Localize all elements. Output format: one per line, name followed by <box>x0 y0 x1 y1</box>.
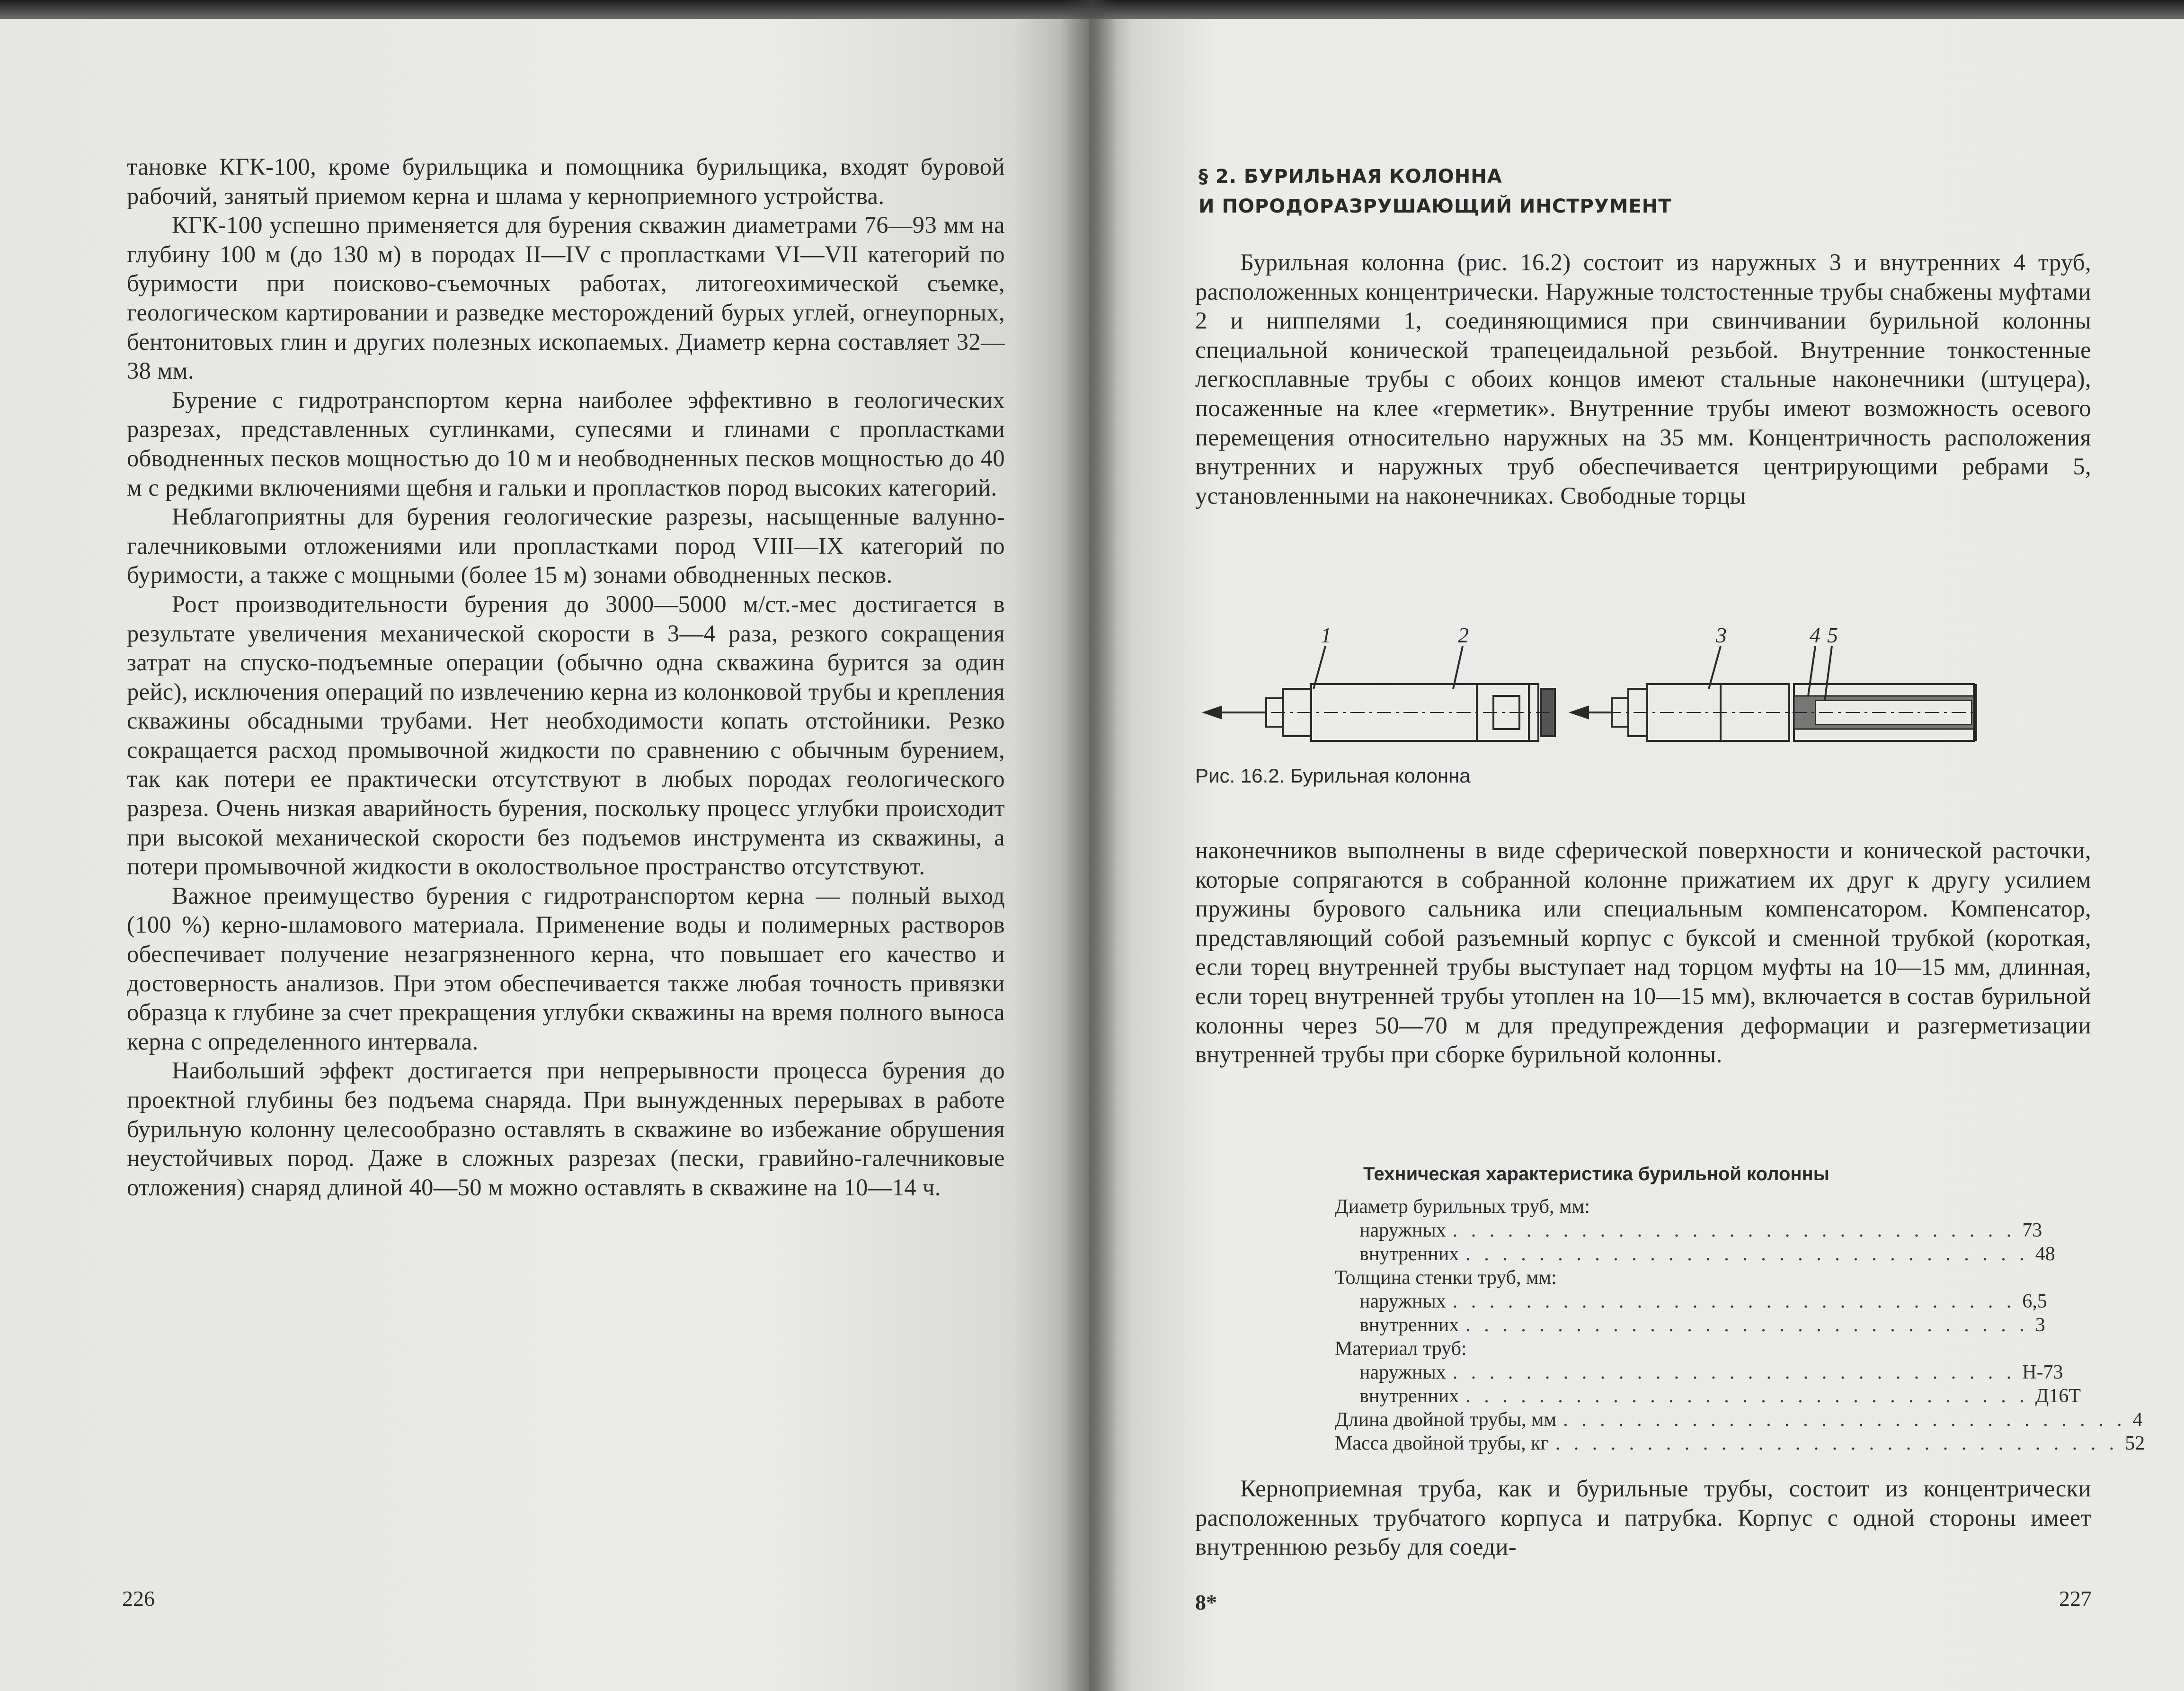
leader-dots: . . . . . . . . . . . . . . . . . . . . . . . . . . . . . . . <box>1563 1409 2126 1431</box>
leader-dots: . . . . . . . . . . . . . . . . . . . . . . . . . . . . . . . <box>1465 1314 2029 1336</box>
spec-label: Масса двойной трубы, кг <box>1335 1433 1549 1454</box>
spec-row <box>1335 1313 2045 1337</box>
spec-label: Материал труб: <box>1335 1338 1467 1360</box>
section-heading-line: § 2. БУРИЛЬНАЯ КОЛОННА <box>1199 166 1502 187</box>
book-gutter-shadow <box>1060 0 1117 1691</box>
spec-row <box>1335 1290 2047 1313</box>
spec-label: Длина двойной трубы, мм <box>1335 1409 1557 1431</box>
spec-value: Н-73 <box>2022 1362 2063 1383</box>
left-page-text <box>127 152 1005 1202</box>
figure-label: 5 <box>1827 623 1838 647</box>
spec-label: Диаметр бурильных труб, мм: <box>1335 1196 1590 1218</box>
spec-label: внутренних <box>1359 1314 1459 1336</box>
spec-label: наружных <box>1359 1362 1446 1383</box>
spec-table-title: Техническая характеристика бурильной колонны <box>1363 1164 1829 1184</box>
paragraph: Бурение с гидротранспортом керна наиболее эффективно в геологических разрезах, представленных суглинками, супесями и глинами с пропластками обводненных песков мощностью до 10 м и необводненных песков мощностью до 40 м с редкими включениями щебня и гальки и пропластков пород высоких категорий. <box>127 386 1005 501</box>
leader-dots: . . . . . . . . . . . . . . . . . . . . . . . . . . . . . . . <box>1465 1385 2029 1407</box>
spec-label: наружных <box>1359 1219 1446 1241</box>
paragraph <box>1195 248 2091 510</box>
paragraph: Неблагоприятны для бурения геологические разрезы, насыщенные валунно-галечниковыми отложениями или пропластками пород VIII—IX категорий по буримости, а также с мощными (более 15 м) зонами обводненных песков. <box>127 503 1005 588</box>
paragraph <box>1195 1474 2091 1562</box>
spec-row <box>1335 1195 1889 1219</box>
spec-value: 48 <box>2035 1243 2055 1265</box>
figure-caption: Рис. 16.2. Бурильная колонна <box>1195 765 1471 787</box>
leader-dots: . . . . . . . . . . . . . . . . . . . . . . . . . . . . . . . <box>1465 1243 2029 1265</box>
section-heading <box>1199 162 2098 222</box>
spec-value: 52 <box>2125 1433 2145 1454</box>
paragraph: Рост производительности бурения до 3000—5000 м/ст.-мес достигается в результате увеличения механической скорости в 3—4 раза, резкого сокращения затрат на спуско-подъемные операции (обычно одна скважина бурится за один рейс), исключения операций по извлечению керна из колонковой трубы и крепления скважины обсадными трубами. Нет необходимости копать отстойники. Резко сокращается расход промывочной жидкости по сравнению с обычным бурением, так как потери ее практически отсутствуют в любых породах геологического разреза. Очень низкая аварийность бурения, поскольку процесс углубки происходит при высокой механической скорости без подъемов инструмента из скважины, а потери промывочной жидкости в околоствольное пространство отсутствуют. <box>127 590 1005 880</box>
spec-row <box>1335 1432 2145 1455</box>
page-number: 227 <box>2059 1586 2092 1611</box>
spec-label: внутренних <box>1359 1385 1459 1407</box>
figure-label: 3 <box>1716 623 1727 647</box>
spec-row <box>1335 1266 1889 1290</box>
leader-dots: . . . . . . . . . . . . . . . . . . . . . . . . . . . . . . . <box>1452 1290 2016 1312</box>
spec-table <box>1335 1195 2145 1455</box>
leader-dots: . . . . . . . . . . . . . . . . . . . . . . . . . . . . . . . <box>1555 1433 2119 1454</box>
arrow-head-icon <box>1571 707 1588 718</box>
page-number: 226 <box>122 1586 155 1611</box>
paragraph-text: наконечников выполнены в виде сферической поверхности и конической расточки, которые сопрягаются в собранной колонне прижатием их друг к другу усилием пружины бурового сальника или специальным компенсатором. Компенсатор, представляющий собой разъемный корпус с буксой и сменной трубкой (короткая, если торец внутренней трубы выступает над торцом муфты на 10—15 мм, длинная, если торец внутренней трубы утоплен на 10—15 мм), включается в состав бурильной колонны через 50—70 м для предупреждения деформации и разгерметизации внутренней трубы при сборке бурильной колонны. <box>1195 837 2091 1068</box>
leader-dots: . . . . . . . . . . . . . . . . . . . . . . . . . . . . . . . <box>1452 1219 2016 1241</box>
spec-value: 73 <box>2022 1219 2042 1241</box>
spec-row <box>1335 1242 2055 1266</box>
figure-label: 4 <box>1810 623 1820 647</box>
spec-value: 4 <box>2132 1409 2143 1431</box>
spec-row <box>1335 1384 2081 1408</box>
figure-label: 1 <box>1321 623 1332 647</box>
paragraph <box>1195 836 2091 1069</box>
paragraph: Наибольший эффект достигается при непрерывности процесса бурения до проектной глубины без подъема снаряда. При вынужденных перерывах в работе бурильную колонну целесообразно оставлять в скважине во избежание обрушения неустойчивых пород. Даже в сложных разрезах (пески, гравийно-галечниковые отложения) снаряд длиной 40—50 м можно оставлять в скважине на 10—14 ч. <box>127 1057 1005 1201</box>
paragraph: Важное преимущество бурения с гидротранспортом керна — полный выход (100 %) керно-шламового материала. Применение воды и полимерных растворов обеспечивает получение незагрязненного керна, что повышает его качество и достоверность анализов. При этом обеспечивается также любая точность привязки образца к глубине за счет прекращения углубки скважины на время полного выноса керна с определенного интервала. <box>127 882 1005 1055</box>
left-page <box>0 19 1089 1691</box>
drill-column-figure <box>1200 618 2090 769</box>
spec-row <box>1335 1219 2042 1242</box>
spec-row <box>1335 1361 2063 1384</box>
signature-mark: 8* <box>1195 1590 1217 1614</box>
figure-label: 2 <box>1458 623 1469 647</box>
spec-label: наружных <box>1359 1290 1446 1312</box>
spec-value: 6,5 <box>2022 1290 2047 1312</box>
paragraph: КГК-100 успешно применяется для бурения скважин диаметрами 76—93 мм на глубину 100 м (до 130 м) в породах II—IV с пропластками VI—VII категорий по буримости при поисково-съемочных работах, литогеохимической съемке, геологическом картировании и разведке месторождений бурых углей, огнеупорных, бентонитовых глин и других полезных ископаемых. Диаметр керна составляет 32—38 мм. <box>127 212 1005 384</box>
spec-row <box>1335 1337 1889 1361</box>
right-page <box>1089 19 2184 1691</box>
paragraph: тановке КГК-100, кроме бурильщика и помощника бурильщика, входят буровой рабочий, занятый приемом керна и шлама у кернoприемного устройства. <box>127 153 1005 209</box>
spec-row <box>1335 1408 2143 1432</box>
paragraph-text: Кернoприемная труба, как и бурильные трубы, состоит из концентрически расположенных трубчатого корпуса и патрубка. Корпус с одной стороны имеет внутреннюю резьбу для соеди- <box>1195 1475 2091 1560</box>
spec-label: Толщина стенки труб, мм: <box>1335 1267 1557 1289</box>
spec-label: внутренних <box>1359 1243 1459 1265</box>
paragraph-text: Бурильная колонна (рис. 16.2) состоит из наружных 3 и внутренних 4 труб, расположенных концентрически. Наружные толстостенные трубы снабжены муфтами 2 и ниппелями 1, соединяющимися при свинчивании бурильной колонны специальной конической трапецеидальной резьбой. Внутренние тонкостенные легкосплавные трубы с обоих концов имеют стальные наконечники (штуцера), посаженные на клее «герметик». Внутренние трубы имеют возможность осевого перемещения относительно наружных на 35 мм. Концентричность расположения внутренних и наружных труб обеспечивается центрирующими ребрами 5, установленными на наконечниках. Свободные торцы <box>1195 249 2091 509</box>
spec-value: Д16Т <box>2035 1385 2081 1407</box>
leader-dots: . . . . . . . . . . . . . . . . . . . . . . . . . . . . . . . <box>1452 1362 2016 1383</box>
arrow-head-icon <box>1205 707 1221 718</box>
section-heading-line: И ПОРОДОРАЗРУШАЮЩИЙ ИНСТРУМЕНТ <box>1199 196 1672 217</box>
spec-value: 3 <box>2035 1314 2045 1336</box>
